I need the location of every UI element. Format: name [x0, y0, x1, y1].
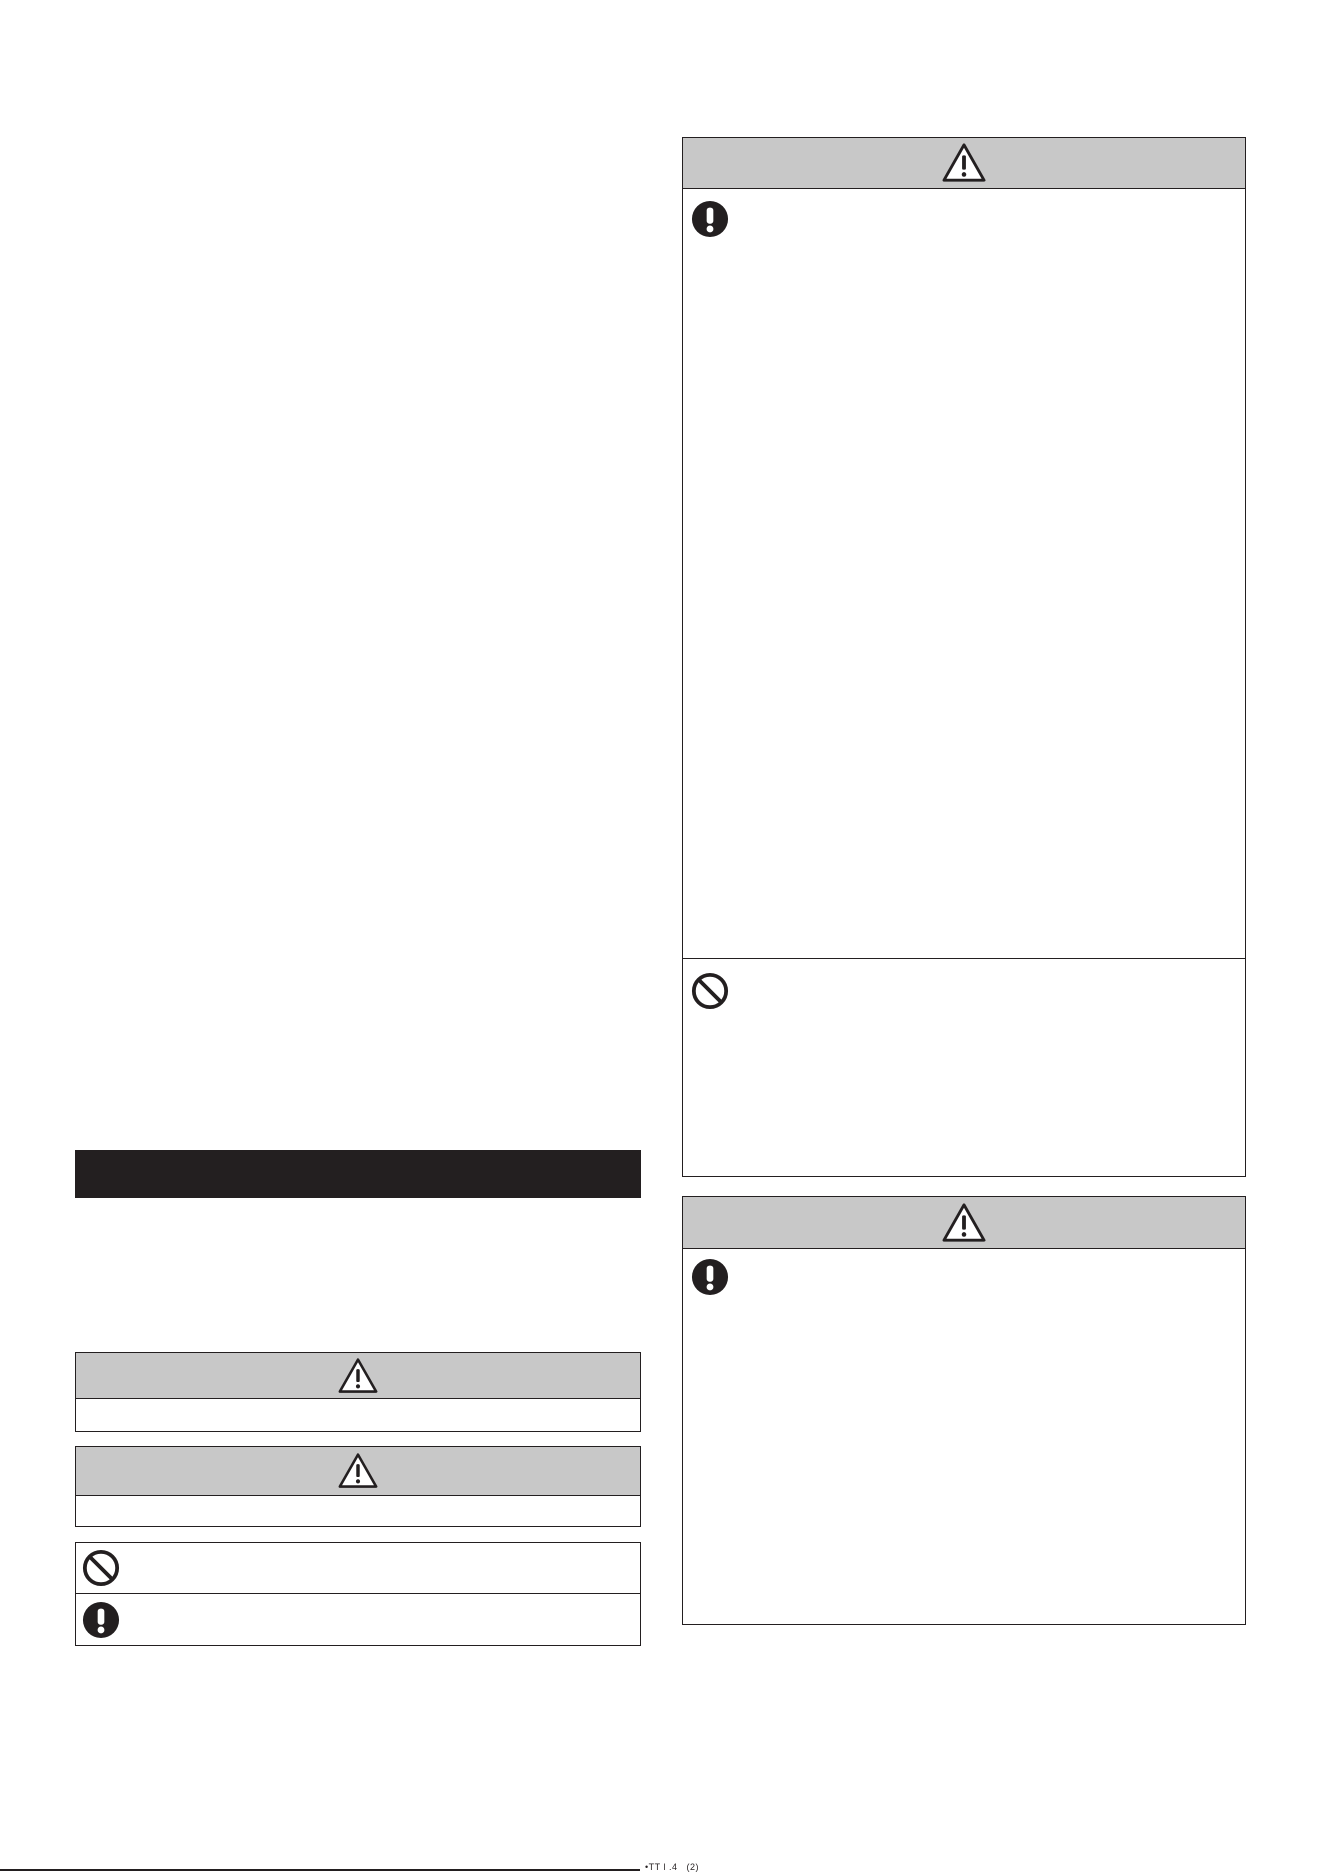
warning-header — [76, 1353, 640, 1399]
legend-warning-box — [75, 1352, 641, 1432]
warning-box-secondary — [682, 1196, 1246, 1625]
symbol-legend-box — [75, 1542, 641, 1646]
footer-rule — [0, 1869, 640, 1871]
warning-triangle-icon — [940, 1202, 988, 1244]
warning-triangle-icon — [336, 1357, 380, 1395]
prohibited-icon — [82, 1549, 120, 1587]
prohibited-icon — [691, 972, 729, 1010]
legend-divider — [76, 1593, 640, 1594]
footer-print-mark: •TT l .4 (2) — [645, 1862, 699, 1872]
mandatory-action-icon — [691, 200, 729, 238]
section-divider — [683, 958, 1245, 959]
mandatory-action-icon — [82, 1601, 120, 1639]
mandatory-action-icon — [691, 1258, 729, 1296]
legend-caution-box — [75, 1446, 641, 1527]
warning-header — [683, 138, 1245, 189]
warning-triangle-icon — [940, 142, 988, 184]
warning-triangle-icon — [336, 1452, 380, 1490]
warning-header — [683, 1197, 1245, 1249]
section-heading-bar — [75, 1150, 641, 1198]
warning-header — [76, 1447, 640, 1496]
warning-box-main — [682, 137, 1246, 1177]
